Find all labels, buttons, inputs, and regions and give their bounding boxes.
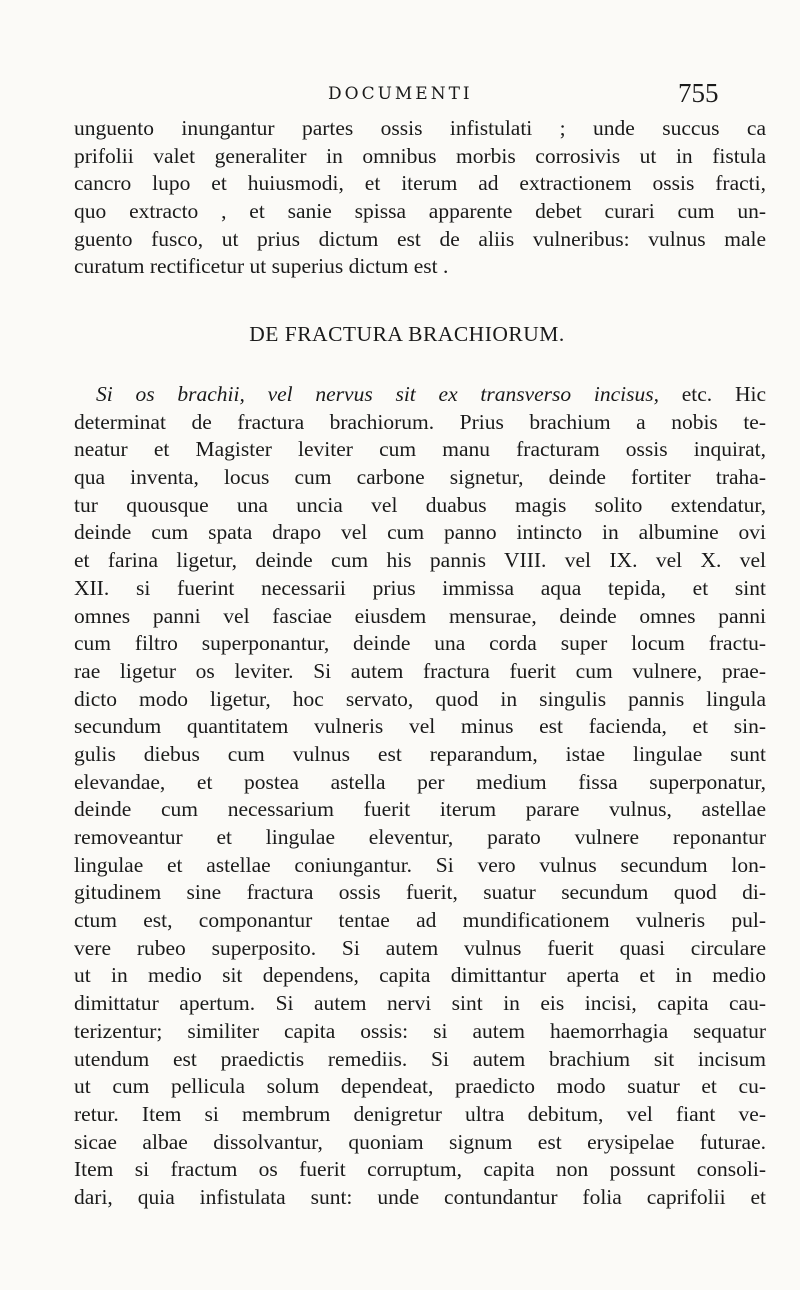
text-line: utendum est praedictis remediis. Si autem brachium sit incisum [74, 1046, 766, 1071]
header-title: DOCUMENTI [328, 84, 473, 104]
first-line [74, 381, 766, 409]
text-line: deinde cum necessarium fuerit iterum parare vulnus, astellae [74, 797, 766, 822]
text-line: lingulae et astellae coniungantur. Si vero vulnus secundum lon- [74, 852, 766, 877]
text-line: elevandae, et postea astella per medium fissa superponatur, [74, 769, 766, 794]
text-line: quo extracto , et sanie spissa apparente debet curari cum un- [74, 199, 766, 224]
text-line: dimittatur apertum. Si autem nervi sint in eis incisi, capita cau- [74, 991, 766, 1016]
running-head [0, 78, 800, 110]
text-line: terizentur; similiter capita ossis: si autem haemorrhagia sequatur [74, 1018, 766, 1043]
top-paragraph [74, 115, 766, 281]
text-line: gitudinem sine fractura ossis fuerit, suatur secundum quod di- [74, 880, 766, 905]
text-line: dari, quia infistulata sunt: unde contundantur folia caprifolii et [74, 1184, 766, 1209]
text-line: cancro lupo et huiusmodi, et iterum ad extractionem ossis fracti, [74, 171, 766, 196]
text-line: ut cum pellicula solum dependeat, praedicto modo suatur et cu- [74, 1074, 766, 1099]
text-line: et farina ligetur, deinde cum his pannis VIII. vel IX. vel X. vel [74, 548, 766, 573]
text-line: cum filtro superponantur, deinde una corda super locum fractu- [74, 631, 766, 656]
text-line: ctum est, componantur tentae ad mundificationem vulneris pul- [74, 908, 766, 933]
text-line: tur quousque una uncia vel duabus magis solito extendatur, [74, 492, 766, 517]
text-line: unguento inungantur partes ossis infistulati ; unde succus ca [74, 116, 766, 140]
page-number: 755 [678, 78, 719, 108]
text-line: secundum quantitatem vulneris vel minus est facienda, et sin- [74, 714, 766, 739]
incipit-italic: Si os brachii, vel nervus sit ex transverso incisus, [96, 382, 659, 406]
text-line: neatur et Magister leviter cum manu fracturam ossis inquirat, [74, 437, 766, 462]
first-line-rest: etc. Hic [659, 382, 766, 406]
text-line: ut in medio sit dependens, capita dimittantur aperta et in medio [74, 963, 766, 988]
text-line: gulis diebus cum vulnus est reparandum, istae lingulae sunt [74, 741, 766, 766]
text-line: vere rubeo superposito. Si autem vulnus fuerit quasi circulare [74, 935, 766, 960]
text-line: dicto modo ligetur, hoc servato, quod in singulis pannis lingula [74, 686, 766, 711]
text-line: rae ligetur os leviter. Si autem fractura fuerit cum vulnere, prae- [74, 658, 766, 683]
text-line: prifolii valet generaliter in omnibus morbis corrosivis ut in fistula [74, 143, 766, 168]
section-heading: DE FRACTURA BRACHIORUM. [249, 322, 565, 346]
text-line: retur. Item si membrum denigretur ultra debitum, vel fiant ve- [74, 1101, 766, 1126]
text-line: omnes panni vel fasciae eiusdem mensurae, deinde omnes panni [74, 603, 766, 628]
text-line: Item si fractum os fuerit corruptum, capita non possunt consoli- [74, 1157, 766, 1182]
text-line: guento fusco, ut prius dictum est de aliis vulneribus: vulnus male [74, 226, 766, 251]
text-line: qua inventa, locus cum carbone signetur, deinde fortiter traha- [74, 465, 766, 490]
text-line: deinde cum spata drapo vel cum panno intincto in albumine ovi [74, 520, 766, 545]
text-line: determinat de fractura brachiorum. Prius brachium a nobis te- [74, 409, 766, 434]
text-line: curatum rectificetur ut superius dictum est . [74, 254, 449, 279]
text-line: XII. si fuerint necessarii prius immissa aqua tepida, et sint [74, 575, 766, 600]
text-line: sicae albae dissolvantur, quoniam signum est erysipelae futurae. [74, 1129, 766, 1154]
text-line: removeantur et lingulae eleventur, parato vulnere reponantur [74, 825, 766, 849]
main-paragraph [74, 381, 766, 1212]
